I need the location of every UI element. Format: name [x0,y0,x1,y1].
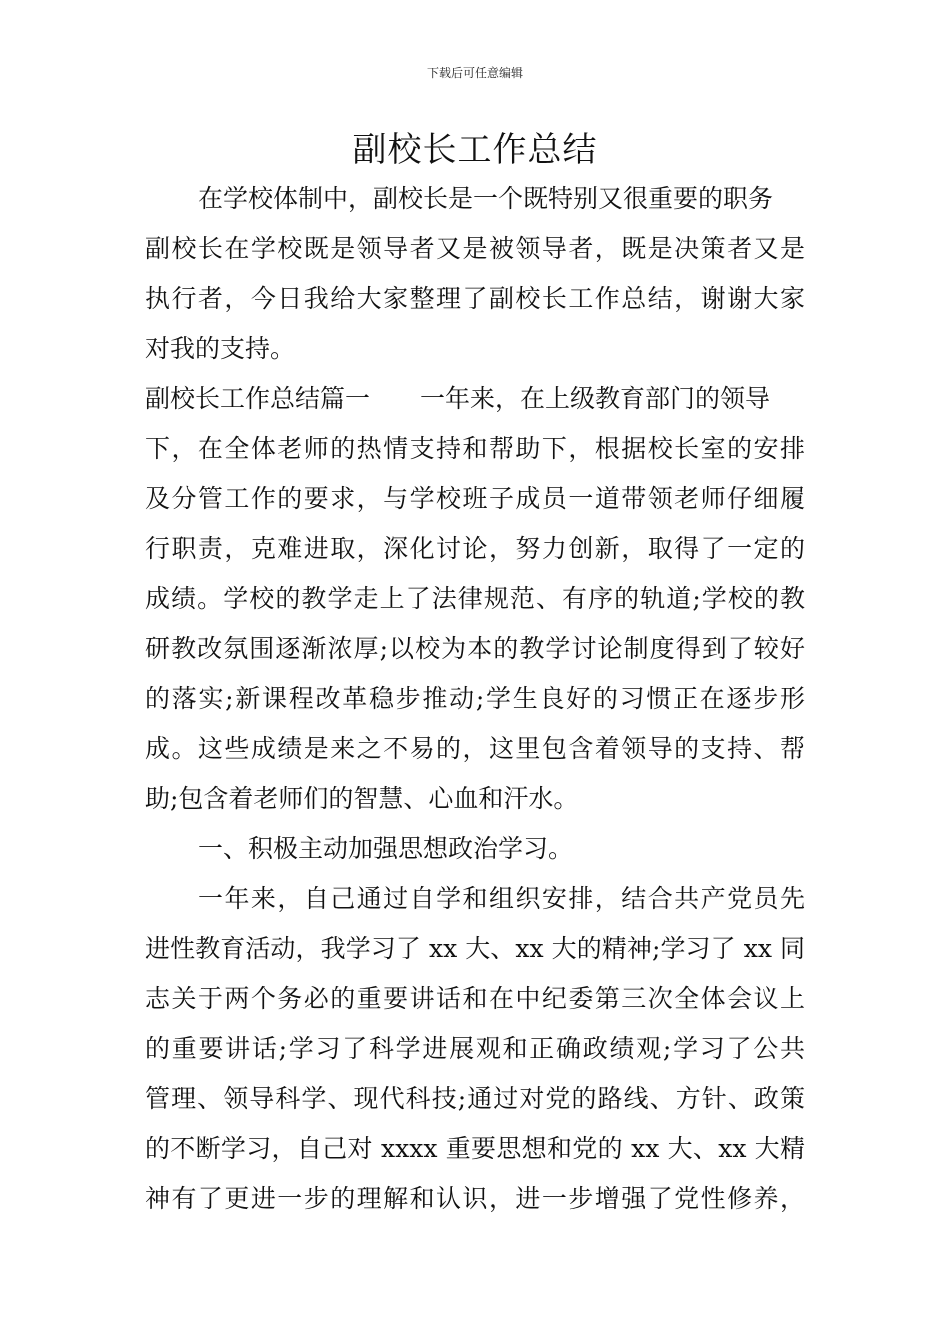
text-line: 进性教育活动，我学习了 xx 大、xx 大的精神;学习了 xx 同 [145,934,805,963]
document-title: 副校长工作总结 [352,130,598,170]
text-line: 的重要讲话;学习了科学进展观和正确政绩观;学习了公共 [145,1034,805,1063]
document-body [145,174,805,1224]
text-line: 行职责，克难进取，深化讨论，努力创新，取得了一定的 [145,534,805,563]
text-line: 在学校体制中，副校长是一个既特别又很重要的职务 [198,184,774,213]
text-line: 对我的支持。 [145,334,296,363]
text-line: 副校长在学校既是领导者又是被领导者，既是决策者又是 [145,234,805,263]
text-line: 执行者，今日我给大家整理了副校长工作总结，谢谢大家 [145,284,805,313]
text-line: 及分管工作的要求，与学校班子成员一道带领老师仔细履 [145,484,805,513]
text-line: 助;包含着老师们的智慧、心血和汗水。 [145,784,579,813]
text-line: 下，在全体老师的热情支持和帮助下，根据校长室的安排 [145,434,805,463]
text-line: 的落实;新课程改革稳步推动;学生良好的习惯正在逐步形 [145,684,805,713]
section-heading: 一、积极主动加强思想政治学习。 [198,834,574,863]
text-line: 神有了更进一步的理解和认识，进一步增强了党性修养， [145,1184,805,1213]
text-line: 成绩。学校的教学走上了法律规范、有序的轨道;学校的教 [145,584,805,613]
text-line: 志关于两个务必的重要讲话和在中纪委第三次全体会议上 [145,984,805,1013]
text-line: 成。这些成绩是来之不易的，这里包含着领导的支持、帮 [145,734,805,763]
text-line: 的不断学习，自己对 xxxx 重要思想和党的 xx 大、xx 大精 [145,1134,805,1163]
text-line: 副校长工作总结篇一 一年来，在上级教育部门的领导 [145,384,771,413]
text-line: 一年来，自己通过自学和组织安排，结合共产党员先 [198,884,805,913]
download-note: 下载后可任意编辑 [426,66,523,80]
text-line: 管理、领导科学、现代科技;通过对党的路线、方针、政策 [145,1084,805,1113]
text-line: 研教改氛围逐渐浓厚;以校为本的教学讨论制度得到了较好 [145,634,805,663]
